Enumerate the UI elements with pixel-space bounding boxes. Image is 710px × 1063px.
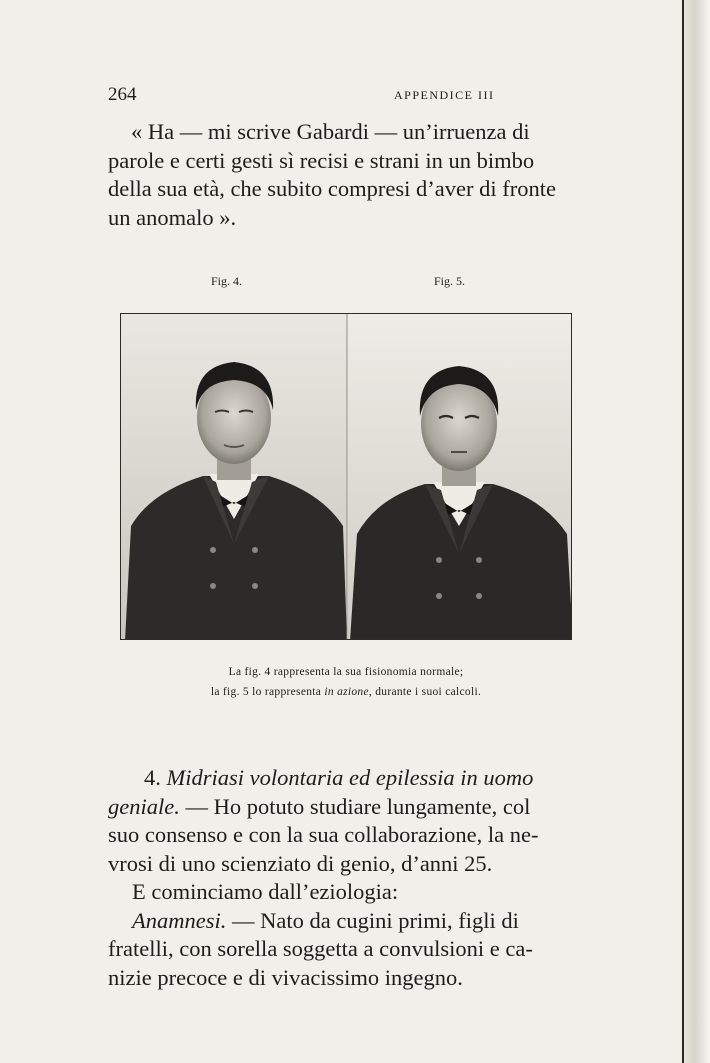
section-line <box>108 793 588 822</box>
figure-5-label: Fig. 5. <box>434 274 466 288</box>
section-number: 4. <box>144 765 167 790</box>
figure-4-label: Fig. 4. <box>211 274 243 288</box>
page-header <box>108 84 588 106</box>
figure-labels <box>120 274 572 292</box>
page-number: 264 <box>108 84 137 105</box>
quote-line: « Ha — mi scrive Gabardi — un’irruenza di <box>131 119 530 144</box>
section-line: E cominciamo dall’eziologia: <box>132 879 399 904</box>
anamnesi-label: Anamnesi. <box>132 907 227 933</box>
portrait-fig-5 <box>348 314 572 640</box>
portrait-fig-4 <box>121 314 347 640</box>
section-line: suo consenso e con la sua collaborazione, la ne- <box>108 822 539 847</box>
section-title-cont: geniale. <box>108 793 180 819</box>
section-title-line <box>108 764 588 793</box>
section-title: Midriasi volontaria ed epilessia in uomo <box>166 765 534 790</box>
section-line: nizie precoce e di vivacissimo ingegno. <box>108 964 463 990</box>
figure-caption <box>120 662 572 702</box>
section-line: vrosi di uno scienziato di genio, d’anni 25. <box>108 850 493 876</box>
photo-plate <box>120 313 572 640</box>
page-edge <box>682 0 710 1063</box>
section-line <box>108 907 588 936</box>
caption-line: La fig. 4 rappresenta la sua fisionomia normale; <box>228 666 464 678</box>
quote-paragraph <box>108 118 588 232</box>
section-line: fratelli, con sorella soggetta a convulsioni e ca- <box>108 936 533 961</box>
running-head: APPENDICE III <box>394 88 495 102</box>
caption-italic: in azione, <box>324 686 373 698</box>
quote-line: parole e certi gesti sì recisi e strani in un bimbo <box>108 147 535 173</box>
caption-text: la fig. 5 lo rappresenta <box>210 686 325 698</box>
quote-line: della sua età, che subito compresi d’aver di fronte <box>108 176 556 201</box>
section-4 <box>108 764 588 992</box>
section-text: — Nato da cugini primi, figli di <box>226 907 519 933</box>
quote-line: un anomalo ». <box>108 204 237 230</box>
caption-text: durante i suoi calcoli. <box>372 686 482 698</box>
section-text: — Ho potuto studiare lungamente, col <box>179 793 531 819</box>
caption-line <box>120 682 572 702</box>
